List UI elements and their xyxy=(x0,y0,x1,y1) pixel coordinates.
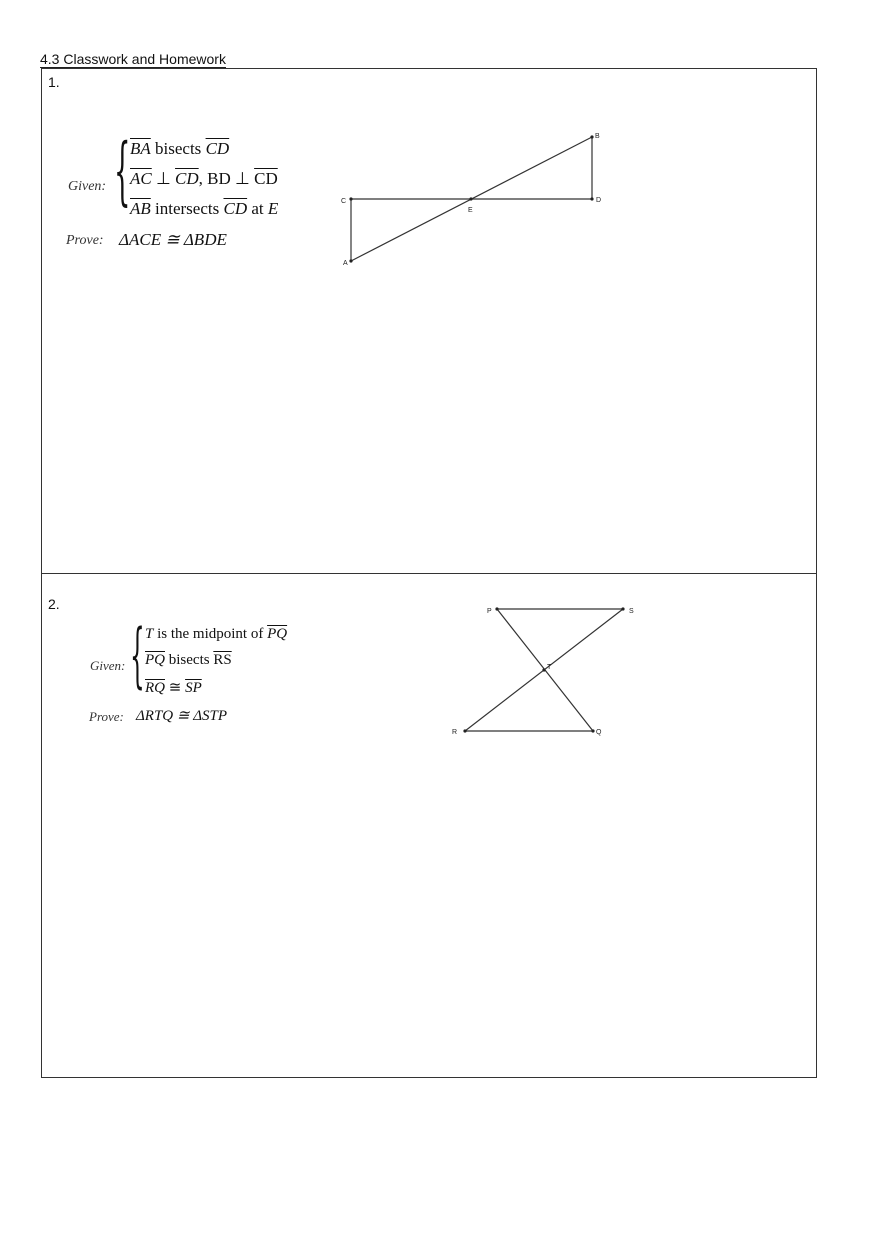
problem-1-given-line-2: $\overline{AC}$ ⊥ $\overline{CD}$, BD ⊥ $\overline{CD}$ xyxy=(130,169,278,188)
problem-2-prove-statement: ΔRTQ ≅ ΔSTP xyxy=(136,708,228,724)
problem-1-given-line-1: $\overline{BA}$ bisects $\overline{CD}$ xyxy=(130,139,230,158)
label-s: S xyxy=(629,608,634,615)
problem-2-given-line-2: $\overline{PQ}$ bisects $\overline{RS}$ xyxy=(145,652,232,668)
problem-1-brace: { xyxy=(114,128,131,214)
label-e: E xyxy=(468,207,473,214)
point-e xyxy=(469,197,472,200)
problem-1-number: 1. xyxy=(48,74,60,90)
point-a xyxy=(349,259,352,262)
label-p: P xyxy=(487,608,492,615)
problem-divider xyxy=(41,573,817,574)
label-a: A xyxy=(343,260,348,267)
problem-1-given-label: Given: xyxy=(68,179,107,194)
problem-2-given-line-3: $\overline{RQ}$ ≅ $\overline{SP}$ xyxy=(145,680,202,696)
label-b: B xyxy=(595,133,600,140)
problem-1-prove-statement: ΔACE ≅ ΔBDE xyxy=(119,230,227,249)
point-c xyxy=(349,197,352,200)
label-r: R xyxy=(452,729,458,736)
label-t: T xyxy=(547,664,552,671)
point-q xyxy=(591,729,594,732)
point-b xyxy=(590,135,593,138)
page-heading: 4.3 Classwork and Homework xyxy=(40,51,226,67)
label-c: C xyxy=(341,198,347,205)
label-q: Q xyxy=(596,729,602,736)
point-d xyxy=(590,197,593,200)
point-r xyxy=(463,729,466,732)
problem-2-given-label: Given: xyxy=(90,658,126,673)
problem-1-diagram xyxy=(330,125,620,275)
problem-2-diagram xyxy=(445,600,645,740)
point-p xyxy=(495,607,498,610)
problem-2-number: 2. xyxy=(48,596,60,612)
problem-1-given-line-3: $\overline{AB}$ intersects $\overline{CD}$ at E xyxy=(130,199,279,218)
problem-2-prove-label: Prove: xyxy=(89,709,124,724)
point-s xyxy=(621,607,624,610)
problem-2-brace: { xyxy=(130,614,145,696)
point-t xyxy=(542,668,545,671)
label-d: D xyxy=(596,197,602,204)
problem-2-given-line-1: T is the midpoint of $\overline{PQ}$ xyxy=(145,626,288,642)
problem-1-prove-label: Prove: xyxy=(66,233,104,248)
